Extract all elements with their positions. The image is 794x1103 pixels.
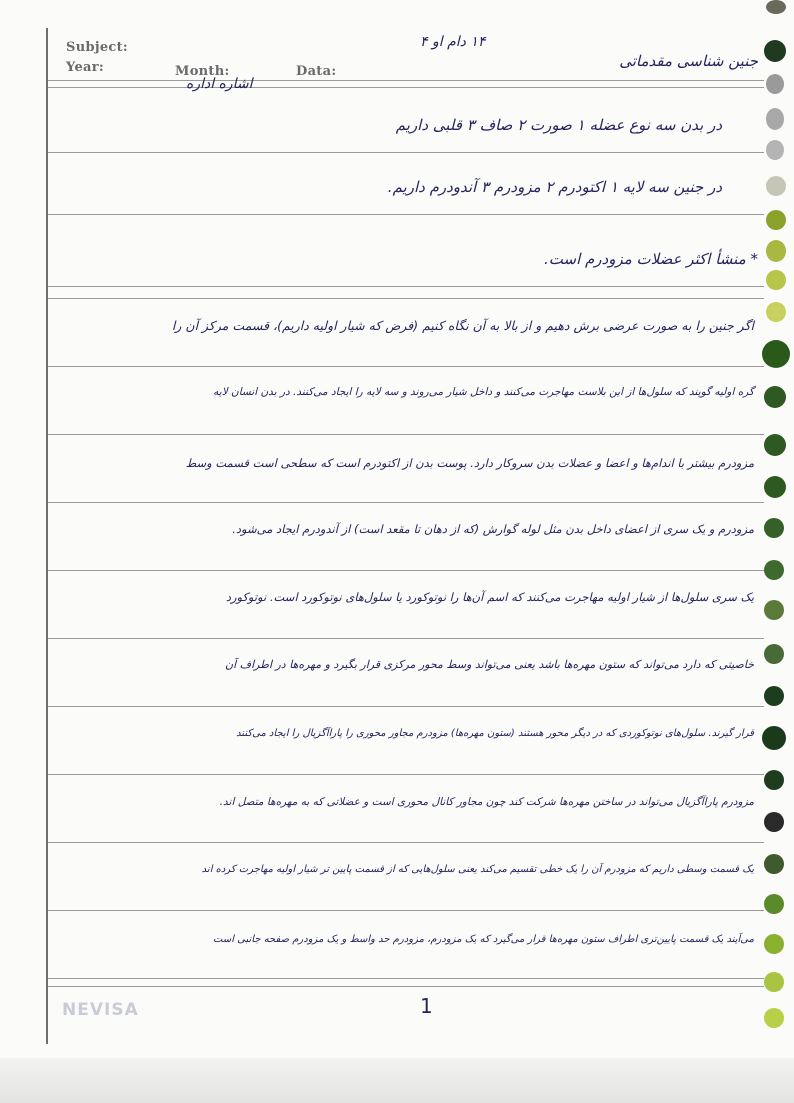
binder-ring: [766, 0, 786, 14]
text-line: یک سری سلول‌ها از شیار اولیه مهاجرت می‌کنند که اسم آن‌ها را نوتوکورد یا سلول‌های نوتوکورد است. نوتوکورد: [225, 590, 754, 604]
ruled-line: [48, 214, 764, 215]
binder-ring: [766, 240, 786, 262]
brand-logo: NEVISA: [62, 1000, 139, 1020]
binder-ring: [764, 972, 784, 992]
ruled-line: [48, 706, 764, 707]
ruled-line: [48, 910, 764, 911]
text-line: اگر جنین را به صورت عرضی برش دهیم و از بالا به آن نگاه کنیم (فرض که شیار اولیه داریم)، قسمت مرکز آن را: [171, 318, 754, 333]
binder-ring: [764, 934, 784, 954]
binder-ring: [764, 476, 786, 498]
binder-ring: [764, 686, 784, 706]
text-line: مزودرم و یک سری از اعضای داخل بدن مثل لوله گوارش (که از دهان تا مقعد است) از آندودرم ایجاد می‌شود.: [232, 522, 754, 536]
binder-ring: [762, 340, 790, 368]
binder-ring: [766, 108, 784, 130]
binder-ring: [762, 726, 786, 750]
binder-ring: [764, 518, 784, 538]
ruled-line: [48, 286, 764, 287]
binder-ring: [766, 270, 786, 290]
ruled-line: [48, 638, 764, 639]
month-label: Month:: [175, 64, 230, 79]
text-line: مزودرم بیشتر با اندام‌ها و اعضا و عضلات بدن سروکار دارد. پوست بدن از اکتودرم است که سطحی است قسمت وسط: [185, 456, 754, 470]
ruled-line: [48, 366, 764, 367]
binder-ring: [764, 854, 784, 874]
binder-ring: [766, 140, 784, 160]
binder-ring: [764, 770, 784, 790]
text-line: خاصیتی که دارد می‌تواند که ستون مهره‌ها باشد یعنی می‌تواند وسط محور مرکزی قرار بگیرد و مهره‌ها در اطراف آن: [225, 658, 754, 671]
ruled-line: [48, 842, 764, 843]
binder-ring: [766, 74, 784, 94]
page-title: جنین شناسی مقدماتی: [619, 52, 758, 70]
text-line: می‌آیند یک قسمت پایین‌تری اطراف ستون مهره‌ها قرار می‌گیرد که یک مزودرم، مزودرم حد واسط و یک مزودرم صفحه جانبی است: [213, 934, 754, 945]
ruled-line: [48, 152, 764, 153]
ruled-line: [48, 434, 764, 435]
text-line: مزودرم پاراآگزیال می‌تواند در ساختن مهره‌ها شرکت کند چون مجاور کانال محوری است و عضلاتی که به مهره‌ها متصل اند.: [219, 796, 754, 808]
binder-ring: [764, 894, 784, 914]
text-line: گره اولیه گویند که سلول‌ها از این بلاست مهاجرت می‌کنند و داخل شیار می‌روند و سه لایه را ایجاد می‌کنند. در بدن انسان لایه: [213, 386, 754, 398]
text-line: قرار گیرند. سلول‌های نوتوکوردی که در دیگر محور هستند (ستون مهره‌ها) مزودرم مجاور محوری را پاراآگزیال را ایجاد می‌کنند: [236, 728, 754, 739]
binder-ring: [764, 40, 786, 62]
page-shadow: [0, 1058, 794, 1103]
binder-ring: [764, 560, 784, 580]
header-rule-second: [48, 87, 764, 88]
binder-ring: [764, 600, 784, 620]
binder-ring: [766, 210, 786, 230]
text-line: در جنین سه لایه ۱ اکتودرم ۲ مزودرم ۳ آندودرم داریم.: [387, 178, 722, 196]
ruled-line: [48, 774, 764, 775]
year-label: Year:: [66, 60, 104, 75]
subject-label: Subject:: [66, 40, 129, 55]
binder-ring: [764, 434, 786, 456]
binder-ring: [764, 1008, 784, 1028]
date-value: ۱۴ دام او ۴: [420, 34, 486, 50]
ruled-line: [48, 298, 764, 299]
header-rule: [48, 80, 764, 81]
binder-ring: [764, 644, 784, 664]
text-line: یک قسمت وسطی داریم که مزودرم آن را یک خطی تقسیم می‌کند یعنی سلول‌هایی که از قسمت پایین تر شیار اولیه مهاجرت کرده اند: [201, 864, 754, 875]
ruled-line: [48, 502, 764, 503]
binder-ring: [764, 812, 784, 832]
binder-ring: [764, 386, 786, 408]
binder-ring: [766, 302, 786, 322]
ruled-line: [48, 986, 764, 987]
ruled-line: [48, 570, 764, 571]
data-label: Data:: [296, 64, 337, 79]
page-number: 1: [420, 994, 433, 1018]
margin-line: [46, 28, 48, 1044]
text-line: در بدن سه نوع عضله ۱ صورت ۲ صاف ۳ قلبی داریم: [395, 116, 722, 134]
text-line: * منشأ اکثر عضلات مزودرم است.: [544, 250, 758, 268]
binder-ring: [766, 176, 786, 196]
ruled-line: [48, 978, 764, 979]
month-value: اشاره اداره: [186, 76, 253, 92]
